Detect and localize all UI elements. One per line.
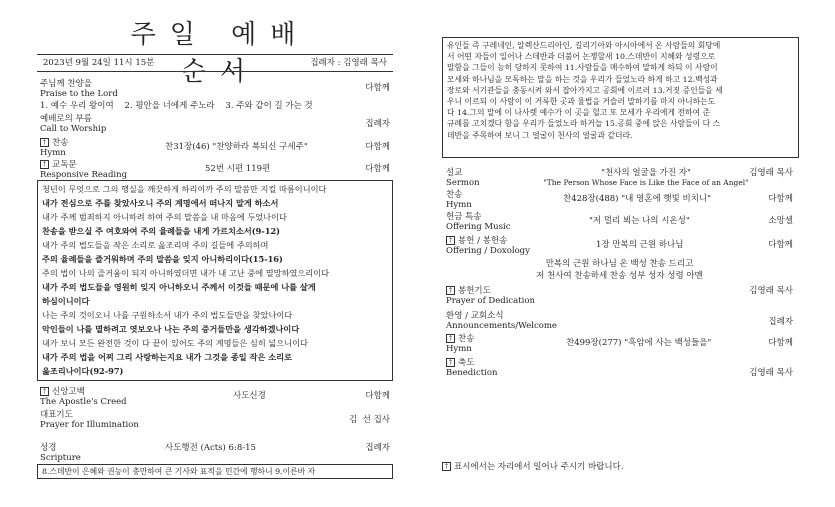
announce-ko: 환영 / 교회소식 [446, 311, 504, 321]
dedication-ko: 봉헌기도 [458, 286, 491, 296]
announce-who: 집례자 [768, 317, 793, 327]
cross-icon: † [40, 160, 49, 169]
dedication-who: 김영래 목사 [749, 286, 793, 296]
call-who: 집례자 [365, 119, 390, 129]
scripture-line: 장로와 서기관들을 충동시켜 와서 잡아가지고 공회에 이르러 13.거짓 증인들을 세 [447, 85, 723, 95]
scripture-text-box [442, 37, 799, 158]
announce-en: Announcements/Welcome [446, 321, 557, 331]
illumination-item [40, 410, 390, 430]
offering-line2: 만복의 근원 하나님 온 백성 찬송 드리고 [545, 259, 694, 269]
responsive-item [40, 160, 390, 180]
header-bar [37, 54, 393, 72]
sermon-ko: 설교 [446, 168, 463, 178]
psalm-line: 악인들이 나를 멸하려고 엿보오나 나는 주의 증거들만을 생각하겠나이다 [42, 324, 300, 334]
hymn3-detail: 찬499장(277) "흑암에 사는 백성들을" [566, 338, 712, 348]
psalm-line: 주의 율례들을 즐거워하며 주의 말씀을 잊지 아니하리이다(15-16) [42, 254, 283, 264]
scripture-line: 규례를 고치겠다 함을 우리가 들었노라 하거늘 15.공회 중에 앉은 사람들이 다 스 [447, 119, 721, 129]
cross-icon: † [446, 334, 455, 343]
offering-ko: 봉헌 / 봉헌송 [458, 236, 508, 246]
scripture-line: 모세와 하나님을 모독하는 말을 하는 것을 우리가 들었노라 하게 하고 12.백성과 [447, 74, 718, 84]
benediction-ko: 축도 [458, 358, 475, 368]
sermon-item [446, 168, 793, 188]
responsive-ko: 교독문 [52, 160, 77, 170]
benediction-who: 김영래 목사 [749, 368, 793, 378]
hymn2-en: Hymn [446, 200, 472, 210]
scripture-line: 우니 이르되 이 사람이 이 거룩한 곳과 율법을 거슬러 말하기를 마지 아니하는도 [447, 97, 716, 107]
scripture-item [40, 443, 390, 463]
call-en: Call to Worship [40, 124, 107, 134]
cross-icon: † [446, 236, 455, 245]
psalm-line: 내가 주의 법을 어찌 그리 사랑하는지요 내가 그것을 종일 작은 소리로 [42, 352, 292, 362]
creed-en: The Apostle's Creed [40, 397, 127, 407]
responsive-en: Responsive Reading [40, 170, 128, 180]
psalm-line: 내가 주께 범죄하지 아니하려 하여 주의 말씀을 내 마음에 두었나이다 [42, 212, 287, 222]
hymn3-who: 다함께 [768, 338, 793, 348]
hymn3-ko: 찬송 [458, 334, 475, 344]
call-item [40, 114, 390, 134]
cross-icon: † [40, 138, 49, 147]
hymn2-ko: 찬송 [446, 190, 463, 200]
dedication-item [446, 286, 793, 306]
offering-item [446, 236, 793, 281]
special-detail: "저 멀리 뵈는 나의 시온성" [589, 216, 690, 226]
announce-item [446, 311, 793, 331]
psalm-box [37, 180, 393, 381]
benediction-en: Benediction [446, 368, 498, 378]
psalm-line: 주의 법이 나의 즐거움이 되지 아니하였더면 내가 내 고난 중에 멸망하였으리이다 [42, 268, 330, 278]
offering-line3: 저 천사여 찬송하세 찬송 성부 성자 성령 아멘 [536, 271, 703, 281]
call-ko: 예배로의 부름 [40, 114, 92, 124]
illum-en: Prayer for Illumination [40, 420, 139, 430]
benediction-item [446, 358, 793, 378]
psalm-line: 읊조리나이다(92-97) [42, 366, 124, 376]
creed-item [40, 387, 390, 407]
praise-songs: 1. 예수 우리 왕이여 2. 평안을 너에게 주노라 3. 주와 같이 길 가는 것 [40, 101, 313, 111]
footnote-text: 표시에서는 자리에서 일어나 주시기 바랍니다. [454, 462, 624, 472]
offering-detail: 1장 만복의 근원 하나님 [596, 240, 684, 250]
psalm-line: 내가 주의 법도들을 영원히 잊지 아니하오니 주께서 이것들 때문에 나를 살게 [42, 282, 316, 292]
responsive-detail: 52번 시편 119편 [205, 164, 271, 174]
psalm-line: 찬송을 받으실 주 여호와여 주의 율례들을 내게 가르치소서(9-12) [42, 226, 281, 236]
creed-detail: 사도신경 [233, 391, 266, 401]
hymn1-detail: 찬31장(46) "찬양하라 복되신 구세주" [165, 142, 308, 152]
psalm-line: 하심이니이다 [42, 296, 90, 306]
scripture-line: 데반을 주목하여 보니 그 얼굴이 천사의 얼굴과 같더라. [447, 130, 633, 140]
psalm-line: 청년이 무엇으로 그의 행실을 깨끗하게 하리이까 주의 말씀만 지킬 따름이니이다 [42, 184, 327, 194]
creed-who: 다함께 [365, 391, 390, 401]
hymn1-who: 다함께 [365, 142, 390, 152]
offering-en: Offering / Doxology [446, 246, 530, 256]
sermon-who: 김영래 목사 [749, 168, 793, 178]
special-en: Offering Music [446, 222, 511, 232]
psalm-line: 내가 주의 법도들을 작은 소리로 읊조리며 주의 길들에 주의하며 [42, 240, 269, 250]
sermon-title-en: "The Person Whose Face is Like the Face of an Angel" [543, 178, 749, 187]
creed-ko: 신앙고백 [52, 387, 85, 397]
praise-who: 다함께 [365, 83, 390, 93]
sermon-en: Sermon [446, 178, 480, 188]
dedication-en: Prayer of Dedication [446, 296, 535, 306]
scripture-start-box: 8.스데반이 은혜와 권능이 충만하여 큰 기사와 표적을 민간에 행하니 9.이른바 자 [37, 464, 393, 479]
praise-en: Praise to the Lord [40, 89, 118, 99]
psalm-line: 내가 보니 모든 완전한 것이 다 끝이 있어도 주의 계명들은 심히 넓으니이다 [42, 338, 308, 348]
hymn3-en: Hymn [446, 344, 472, 354]
responsive-who: 다함께 [365, 164, 390, 174]
cross-icon: † [40, 387, 49, 396]
illum-ko: 대표기도 [40, 410, 73, 420]
offering-who: 다함께 [768, 240, 793, 250]
service-date: 2023년 9월 24일 11시 15분 [43, 58, 155, 68]
hymn2-item [446, 190, 793, 210]
scripture-detail: 사도행전 (Acts) 6:8-15 [165, 443, 256, 453]
hymn3-item [446, 334, 793, 354]
presider: 집례자 : 김영래 목사 [310, 58, 387, 68]
cross-icon: † [442, 462, 451, 471]
praise-item [40, 79, 390, 111]
scripture-en: Scripture [40, 453, 81, 463]
scripture-who: 집례자 [365, 443, 390, 453]
scripture-line: 다 14.그의 말에 이 나사렛 예수가 이 곳을 헐고 또 모세가 우리에게 전하여 준 [447, 108, 711, 118]
cross-icon: † [446, 358, 455, 367]
cross-icon: † [446, 286, 455, 295]
hymn1-en: Hymn [40, 148, 66, 158]
scripture-line: 유인들 즉 구레네인, 알렉산드리아인, 길리기아와 아시아에서 온 사람들의 회당에 [447, 41, 721, 50]
special-ko: 헌금 특송 [446, 212, 482, 222]
hymn2-who: 다함께 [768, 194, 793, 204]
praise-ko: 주님께 찬양을 [40, 79, 92, 89]
hymn1-item [40, 138, 390, 158]
special-item [446, 212, 793, 232]
footnote [442, 462, 792, 472]
hymn2-detail: 찬428장(488) "내 영혼에 햇빛 비치니" [563, 194, 712, 204]
hymn1-ko: 찬송 [52, 138, 69, 148]
illum-who: 김 선 집사 [349, 415, 390, 425]
scripture-line: 말함을 그들이 능히 당하지 못하여 11.사람들을 매수하여 말하게 하되 이 사람이 [447, 63, 718, 73]
scripture-ko: 성경 [40, 443, 57, 453]
sermon-title-ko: "천사의 얼굴을 가진 자" [601, 168, 691, 178]
psalm-line: 나는 주의 것이오니 나를 구원하소서 내가 주의 법도들만을 찾았나이다 [42, 310, 293, 320]
special-who: 소망셀 [768, 216, 793, 226]
scripture-line: 서 어떤 자들이 일어나 스데반과 더불어 논쟁할새 10.스데반이 지혜와 성령으로 [447, 52, 716, 62]
psalm-line: 내가 전심으로 주를 찾았사오니 주의 계명에서 떠나지 말게 하소서 [42, 198, 279, 208]
page-title: 주일 예배 순서 [130, 20, 310, 87]
